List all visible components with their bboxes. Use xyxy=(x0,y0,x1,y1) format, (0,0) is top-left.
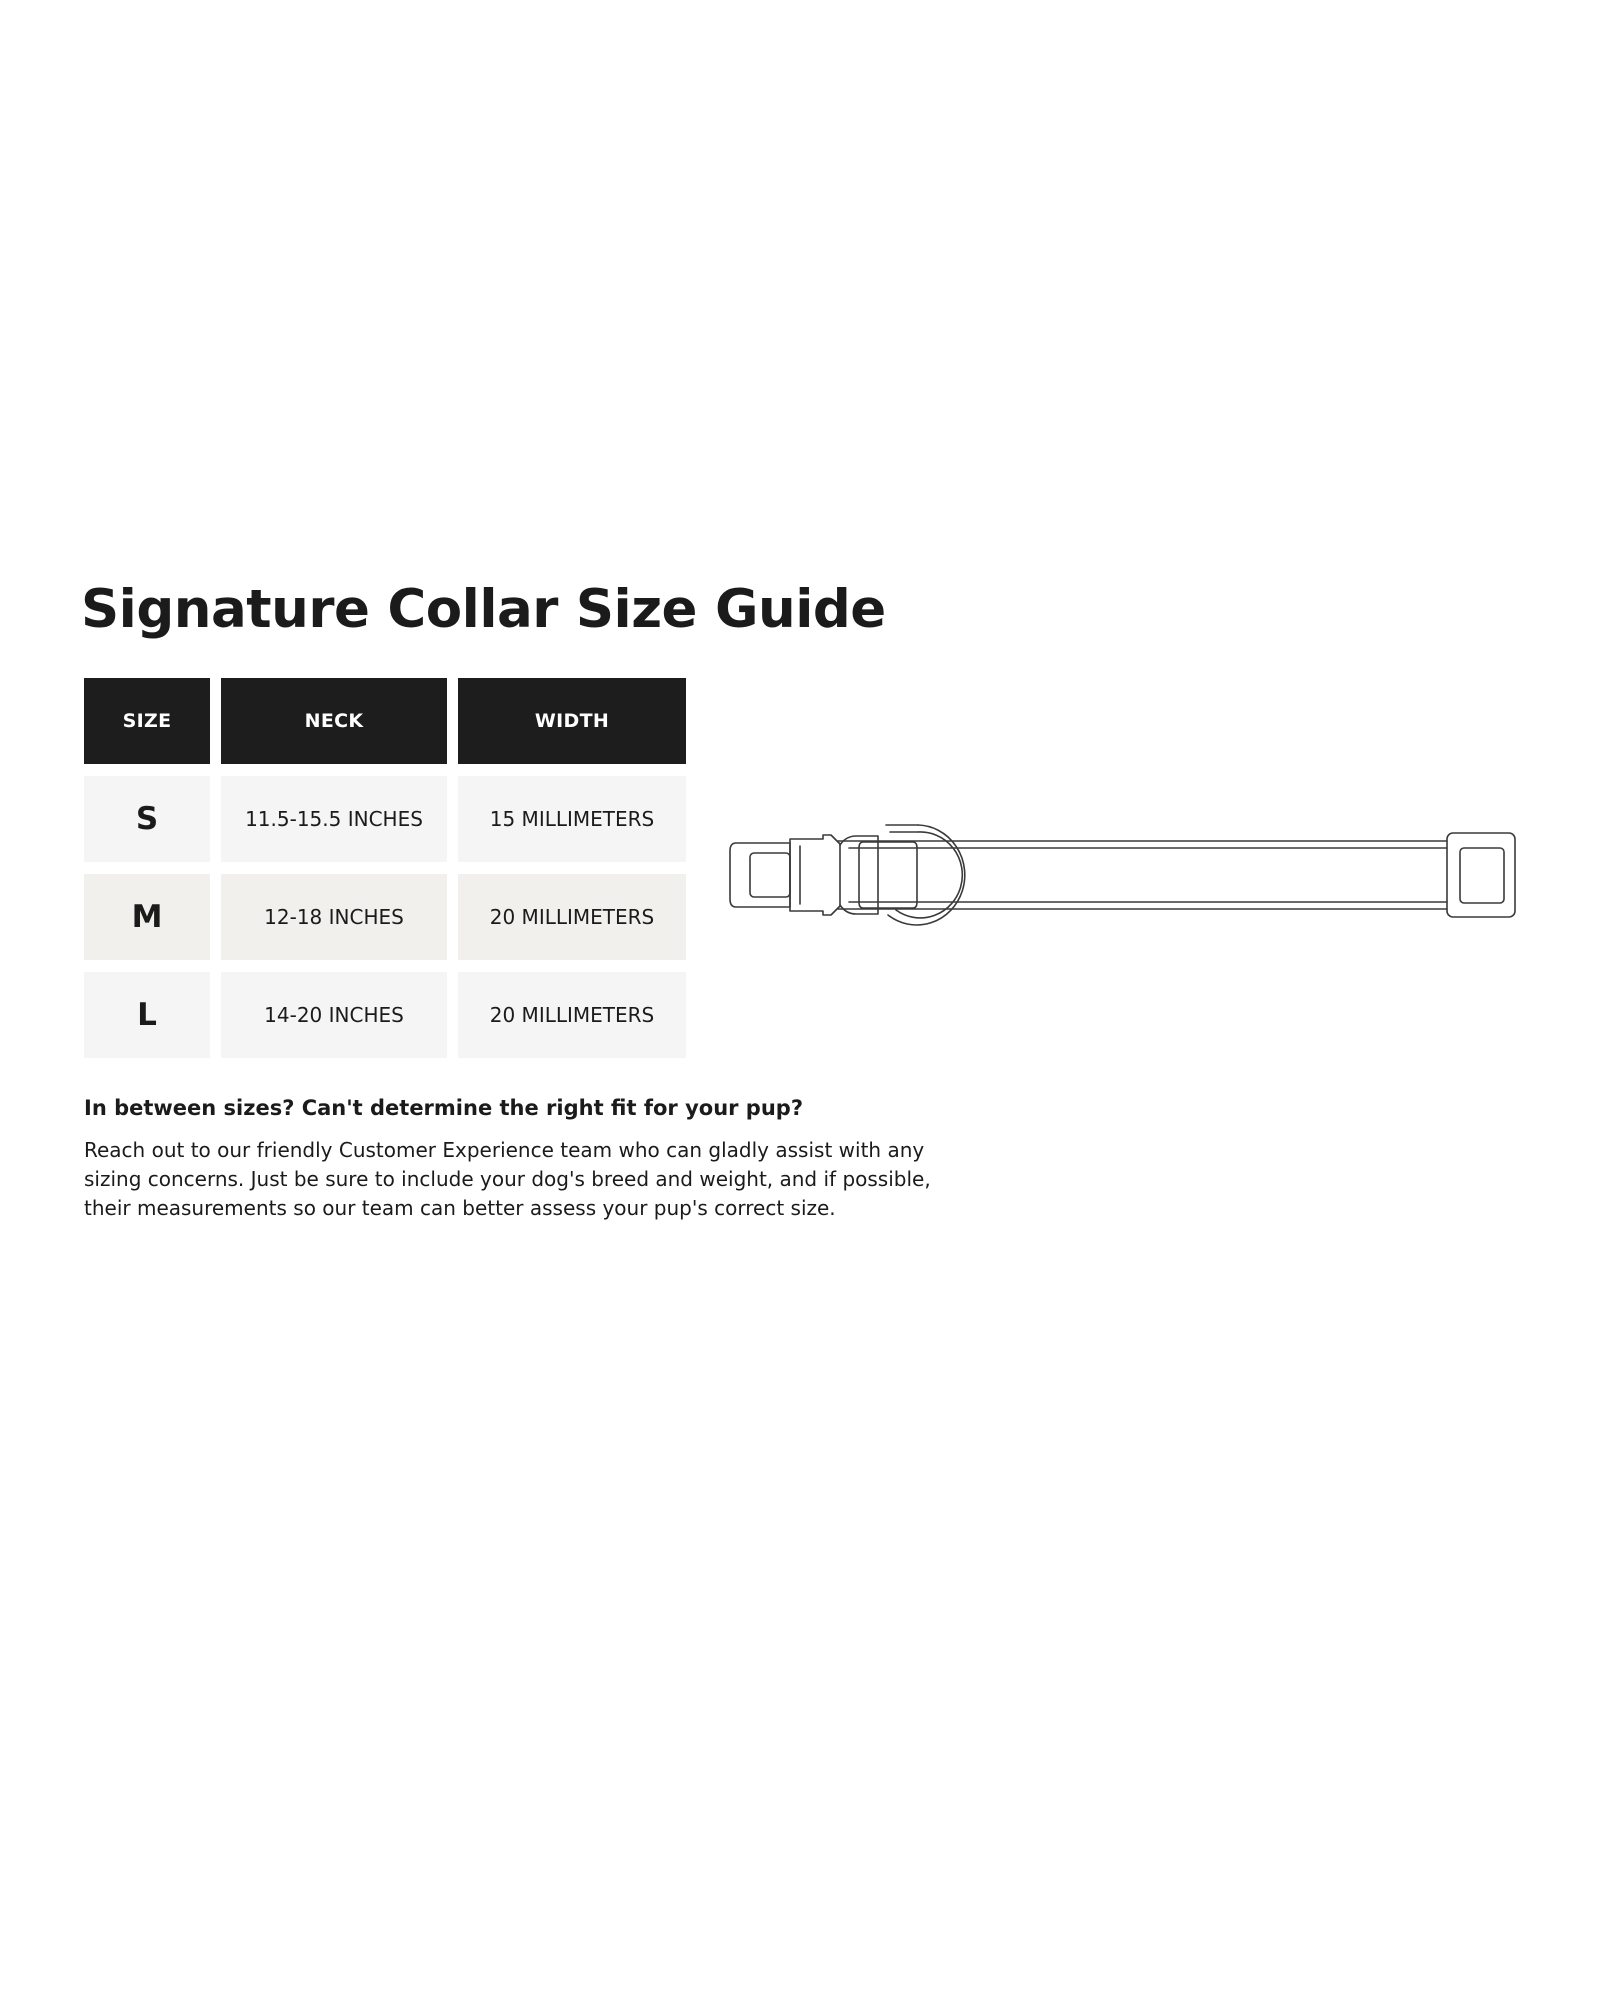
table-header-row xyxy=(84,678,686,764)
size-cell: L xyxy=(84,972,210,1058)
header-size: SIZE xyxy=(84,678,210,764)
size-cell: M xyxy=(84,874,210,960)
width-cell: 20 MILLIMETERS xyxy=(458,972,686,1058)
width-cell: 20 MILLIMETERS xyxy=(458,874,686,960)
header-neck: NECK xyxy=(221,678,447,764)
table-row xyxy=(84,776,686,862)
width-cell: 15 MILLIMETERS xyxy=(458,776,686,862)
size-table xyxy=(84,678,686,1070)
page-title: Signature Collar Size Guide xyxy=(81,579,886,640)
size-cell: S xyxy=(84,776,210,862)
help-question: In between sizes? Can't determine the right fit for your pup? xyxy=(84,1096,804,1120)
neck-cell: 11.5-15.5 INCHES xyxy=(221,776,447,862)
table-row xyxy=(84,972,686,1058)
table-row xyxy=(84,874,686,960)
neck-cell: 14-20 INCHES xyxy=(221,972,447,1058)
neck-cell: 12-18 INCHES xyxy=(221,874,447,960)
collar-illustration-icon xyxy=(728,820,1528,930)
help-answer: Reach out to our friendly Customer Experience team who can gladly assist with any sizing concerns. Just be sure to include your dog's breed and weight, and if possible, their measurements so our team can better assess your pup's correct size. xyxy=(84,1138,931,1220)
header-width: WIDTH xyxy=(458,678,686,764)
